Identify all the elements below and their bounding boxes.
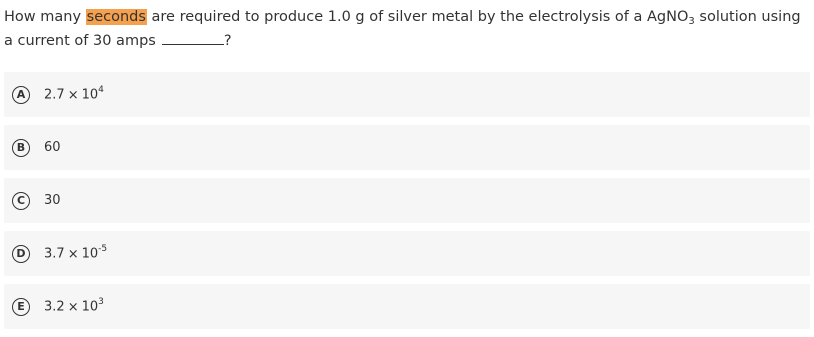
option-base: 10	[81, 299, 99, 315]
answer-options	[4, 72, 810, 337]
option-exponent: -5	[98, 244, 108, 255]
option-e[interactable]	[4, 284, 810, 329]
option-mantissa: 3.2	[44, 299, 65, 315]
option-text: 60	[44, 140, 61, 155]
option-base: 10	[81, 87, 99, 103]
question-suffix: solution using a current of 30 amps	[4, 9, 801, 49]
option-exponent: 3	[98, 297, 104, 308]
times-symbol: ×	[67, 246, 79, 262]
question-text	[4, 6, 810, 52]
option-mantissa: 2.7	[44, 87, 65, 103]
option-letter-badge: A	[12, 86, 30, 104]
question-subscript: 3	[688, 16, 695, 27]
question-end: ?	[223, 33, 232, 49]
option-exponent: 4	[98, 85, 104, 96]
option-a[interactable]	[4, 72, 810, 117]
answer-blank	[162, 32, 224, 45]
option-text	[44, 86, 104, 102]
option-letter-badge: C	[12, 192, 30, 210]
option-base: 10	[81, 246, 99, 262]
option-text	[44, 245, 107, 261]
question-prefix: How many	[4, 9, 82, 25]
question-middle: are required to produce 1.0 g of silver metal by the electrolysis of a AgNO	[151, 9, 689, 25]
option-mantissa: 3.7	[44, 246, 65, 262]
option-c[interactable]	[4, 178, 810, 223]
option-d[interactable]	[4, 231, 810, 276]
times-symbol: ×	[67, 299, 79, 315]
option-b[interactable]	[4, 125, 810, 170]
option-text: 30	[44, 193, 61, 208]
option-text	[44, 298, 104, 314]
highlighted-word: seconds	[86, 9, 146, 25]
option-letter-badge: E	[12, 298, 30, 316]
option-letter-badge: D	[12, 245, 30, 263]
option-letter-badge: B	[12, 139, 30, 157]
times-symbol: ×	[67, 87, 79, 103]
